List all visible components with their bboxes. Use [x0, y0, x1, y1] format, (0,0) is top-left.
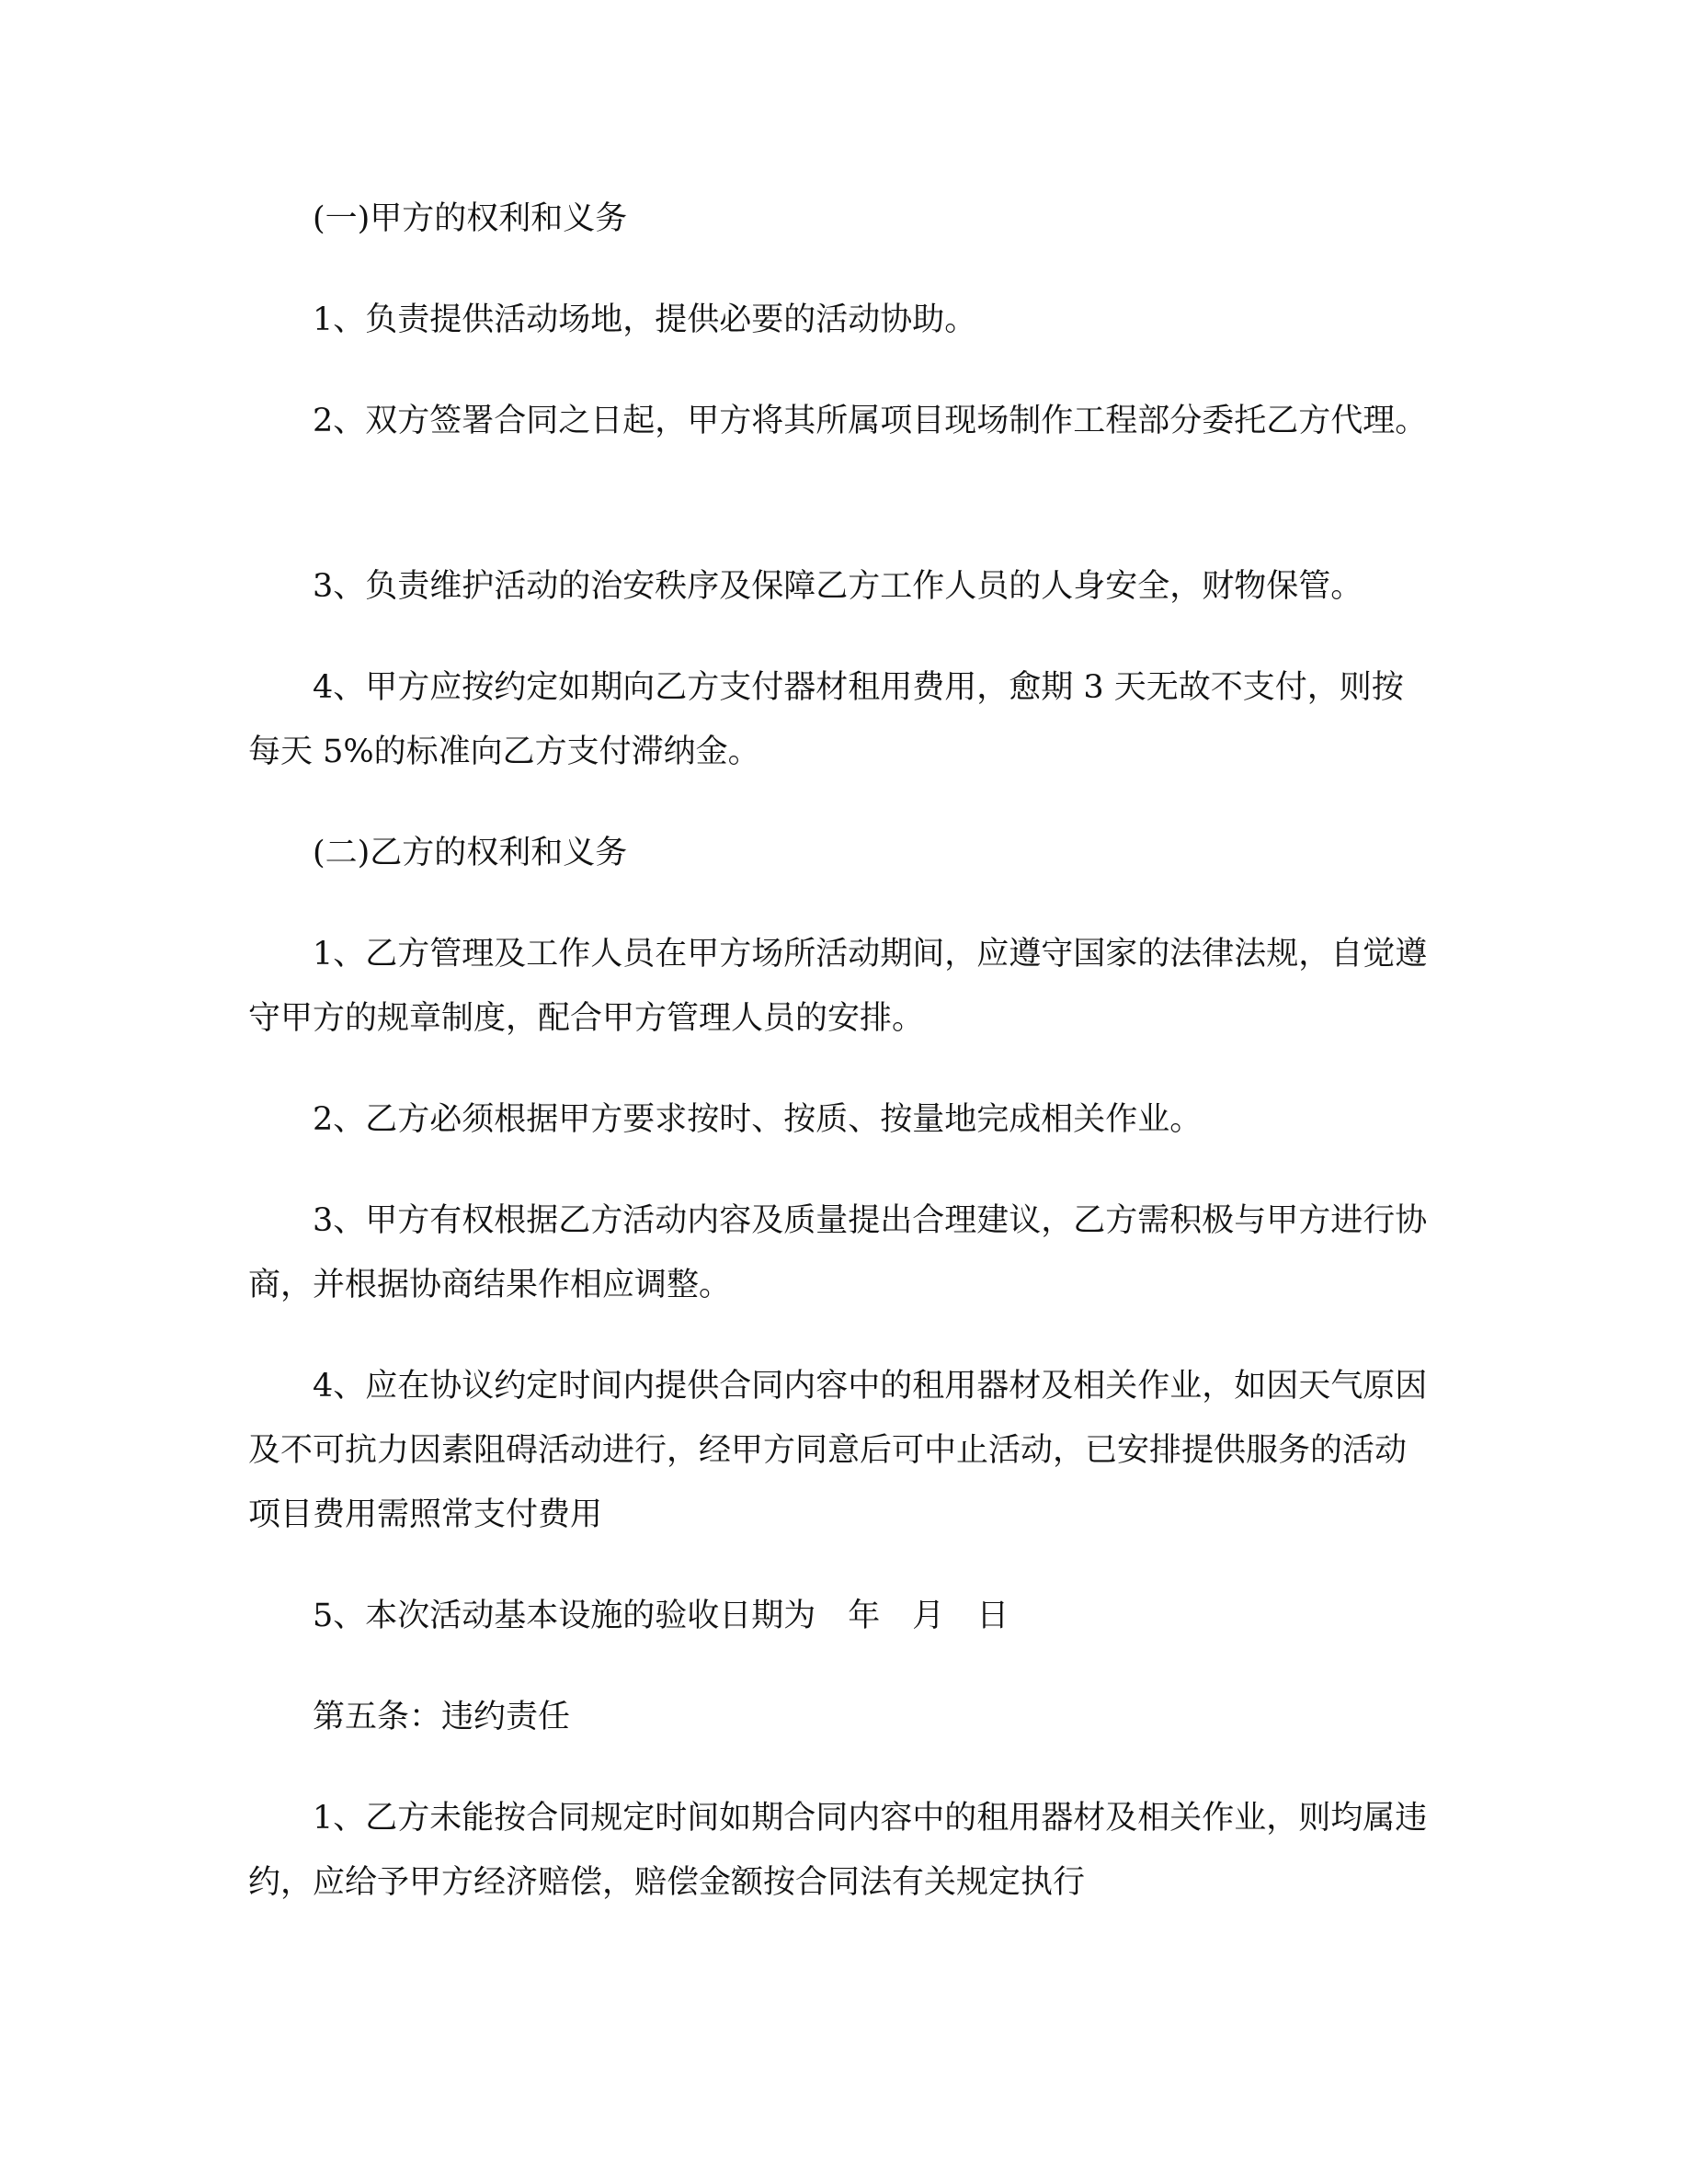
paragraph-b4: 4、应在协议约定时间内提供合同内容中的租用器材及相关作业，如因天气原因及不可抗力因素阻碍活动进行，经甲方同意后可中止活动，已安排提供服务的活动项目费用需照常支付费用 [248, 1368, 1428, 1533]
paragraph-a4: 4、甲方应按约定如期向乙方支付器材租用费用，愈期 3 天无故不支付，则按每天 5%的标准向乙方支付滞纳金。 [248, 669, 1404, 770]
paragraph-article5-1: 1、乙方未能按合同规定时间如期合同内容中的租用器材及相关作业，则均属违约，应给予甲方经济赔偿，赔偿金额按合同法有关规定执行 [248, 1800, 1428, 1901]
paragraph-b5: 5、本次活动基本设施的验收日期为 年 月 日 [313, 1598, 1009, 1634]
section-heading-party-a: (一)甲方的权利和义务 [313, 200, 628, 237]
paragraph-b2: 2、乙方必须根据甲方要求按时、按质、按量地完成相关作业。 [313, 1101, 1203, 1138]
paragraph-b1: 1、乙方管理及工作人员在甲方场所活动期间，应遵守国家的法律法规，自觉遵守甲方的规章制度，配合甲方管理人员的安排。 [248, 936, 1428, 1037]
article-five-heading: 第五条：违约责任 [313, 1699, 571, 1735]
section-heading-party-b: (二)乙方的权利和义务 [313, 835, 628, 871]
paragraph-b3: 3、甲方有权根据乙方活动内容及质量提出合理建议，乙方需积极与甲方进行协商，并根据协商结果作相应调整。 [248, 1202, 1428, 1303]
paragraph-a1: 1、负责提供活动场地，提供必要的活动协助。 [313, 301, 977, 338]
paragraph-a3: 3、负责维护活动的治安秩序及保障乙方工作人员的人身安全，财物保管。 [313, 568, 1363, 605]
paragraph-a2: 2、双方签署合同之日起，甲方将其所属项目现场制作工程部分委托乙方代理。 [313, 403, 1428, 439]
